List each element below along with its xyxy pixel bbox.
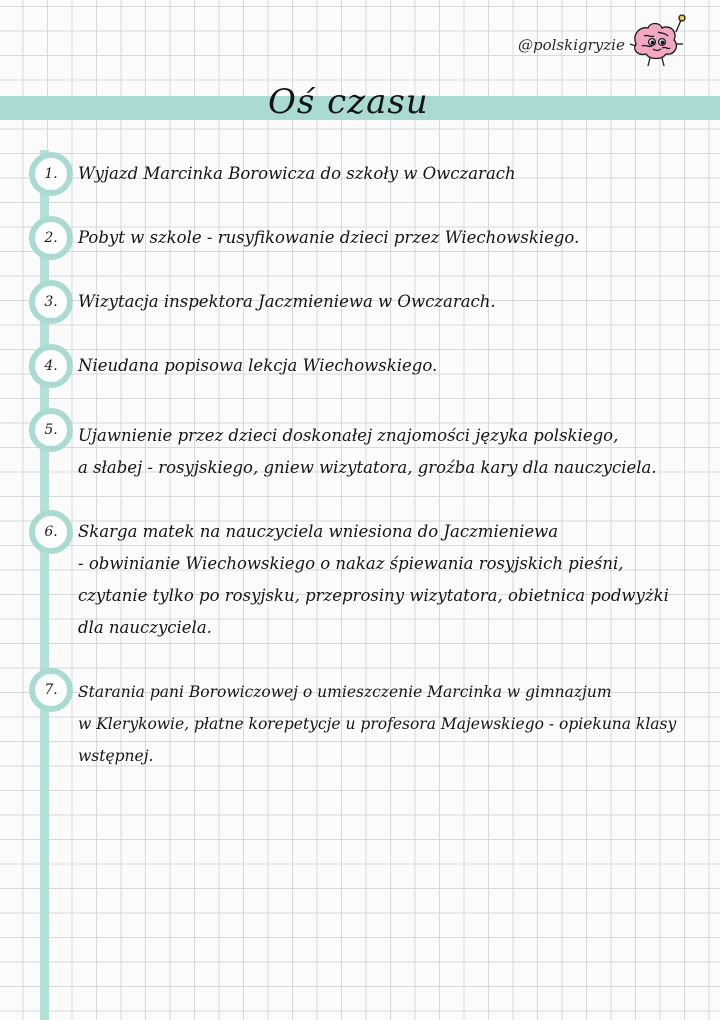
event-line: Nieudana popisowa lekcja Wiechowskiego. <box>78 356 438 375</box>
event-line: - obwinianie Wiechowskiego o nakaz śpiewania rosyjskich pieśni, <box>78 554 624 573</box>
event-number-badge: 7. <box>29 668 73 712</box>
event-item <box>78 158 708 190</box>
event-line: Wizytacja inspektora Jaczmieniewa w Owczarach. <box>78 292 496 311</box>
event-number-badge: 1. <box>29 152 73 196</box>
event-item <box>78 350 708 382</box>
event-item <box>78 286 708 318</box>
event-item <box>78 222 708 254</box>
event-line: a słabej - rosyjskiego, gniew wizytatora, groźba kary dla nauczyciela. <box>78 458 657 477</box>
page-title: Oś czasu <box>268 82 429 122</box>
event-line: czytanie tylko po rosyjsku, przeprosiny wizytatora, obietnica podwyżki <box>78 586 669 605</box>
event-line: w Klerykowie, płatne korepetycje u profesora Majewskiego - opiekuna klasy wstępnej. <box>78 715 677 765</box>
event-line: Pobyt w szkole - rusyfikowanie dzieci przez Wiechowskiego. <box>78 228 580 247</box>
event-item <box>78 516 708 644</box>
event-item <box>78 676 708 772</box>
author-handle: @polskigryzie <box>518 36 625 54</box>
event-number-badge: 5. <box>29 408 73 452</box>
event-item <box>78 420 708 484</box>
event-line: dla nauczyciela. <box>78 618 212 637</box>
event-line: Skarga matek na nauczyciela wniesiona do Jaczmieniewa <box>78 522 559 541</box>
event-line: Wyjazd Marcinka Borowicza do szkoły w Owczarach <box>78 164 516 183</box>
event-number-badge: 2. <box>29 216 73 260</box>
event-line: Starania pani Borowiczowej o umieszczenie Marcinka w gimnazjum <box>78 683 612 701</box>
event-line: Ujawnienie przez dzieci doskonałej znajomości języka polskiego, <box>78 426 619 445</box>
brain-mascot-icon <box>628 14 688 70</box>
event-number-badge: 4. <box>29 344 73 388</box>
event-number-badge: 6. <box>29 510 73 554</box>
event-number-badge: 3. <box>29 280 73 324</box>
